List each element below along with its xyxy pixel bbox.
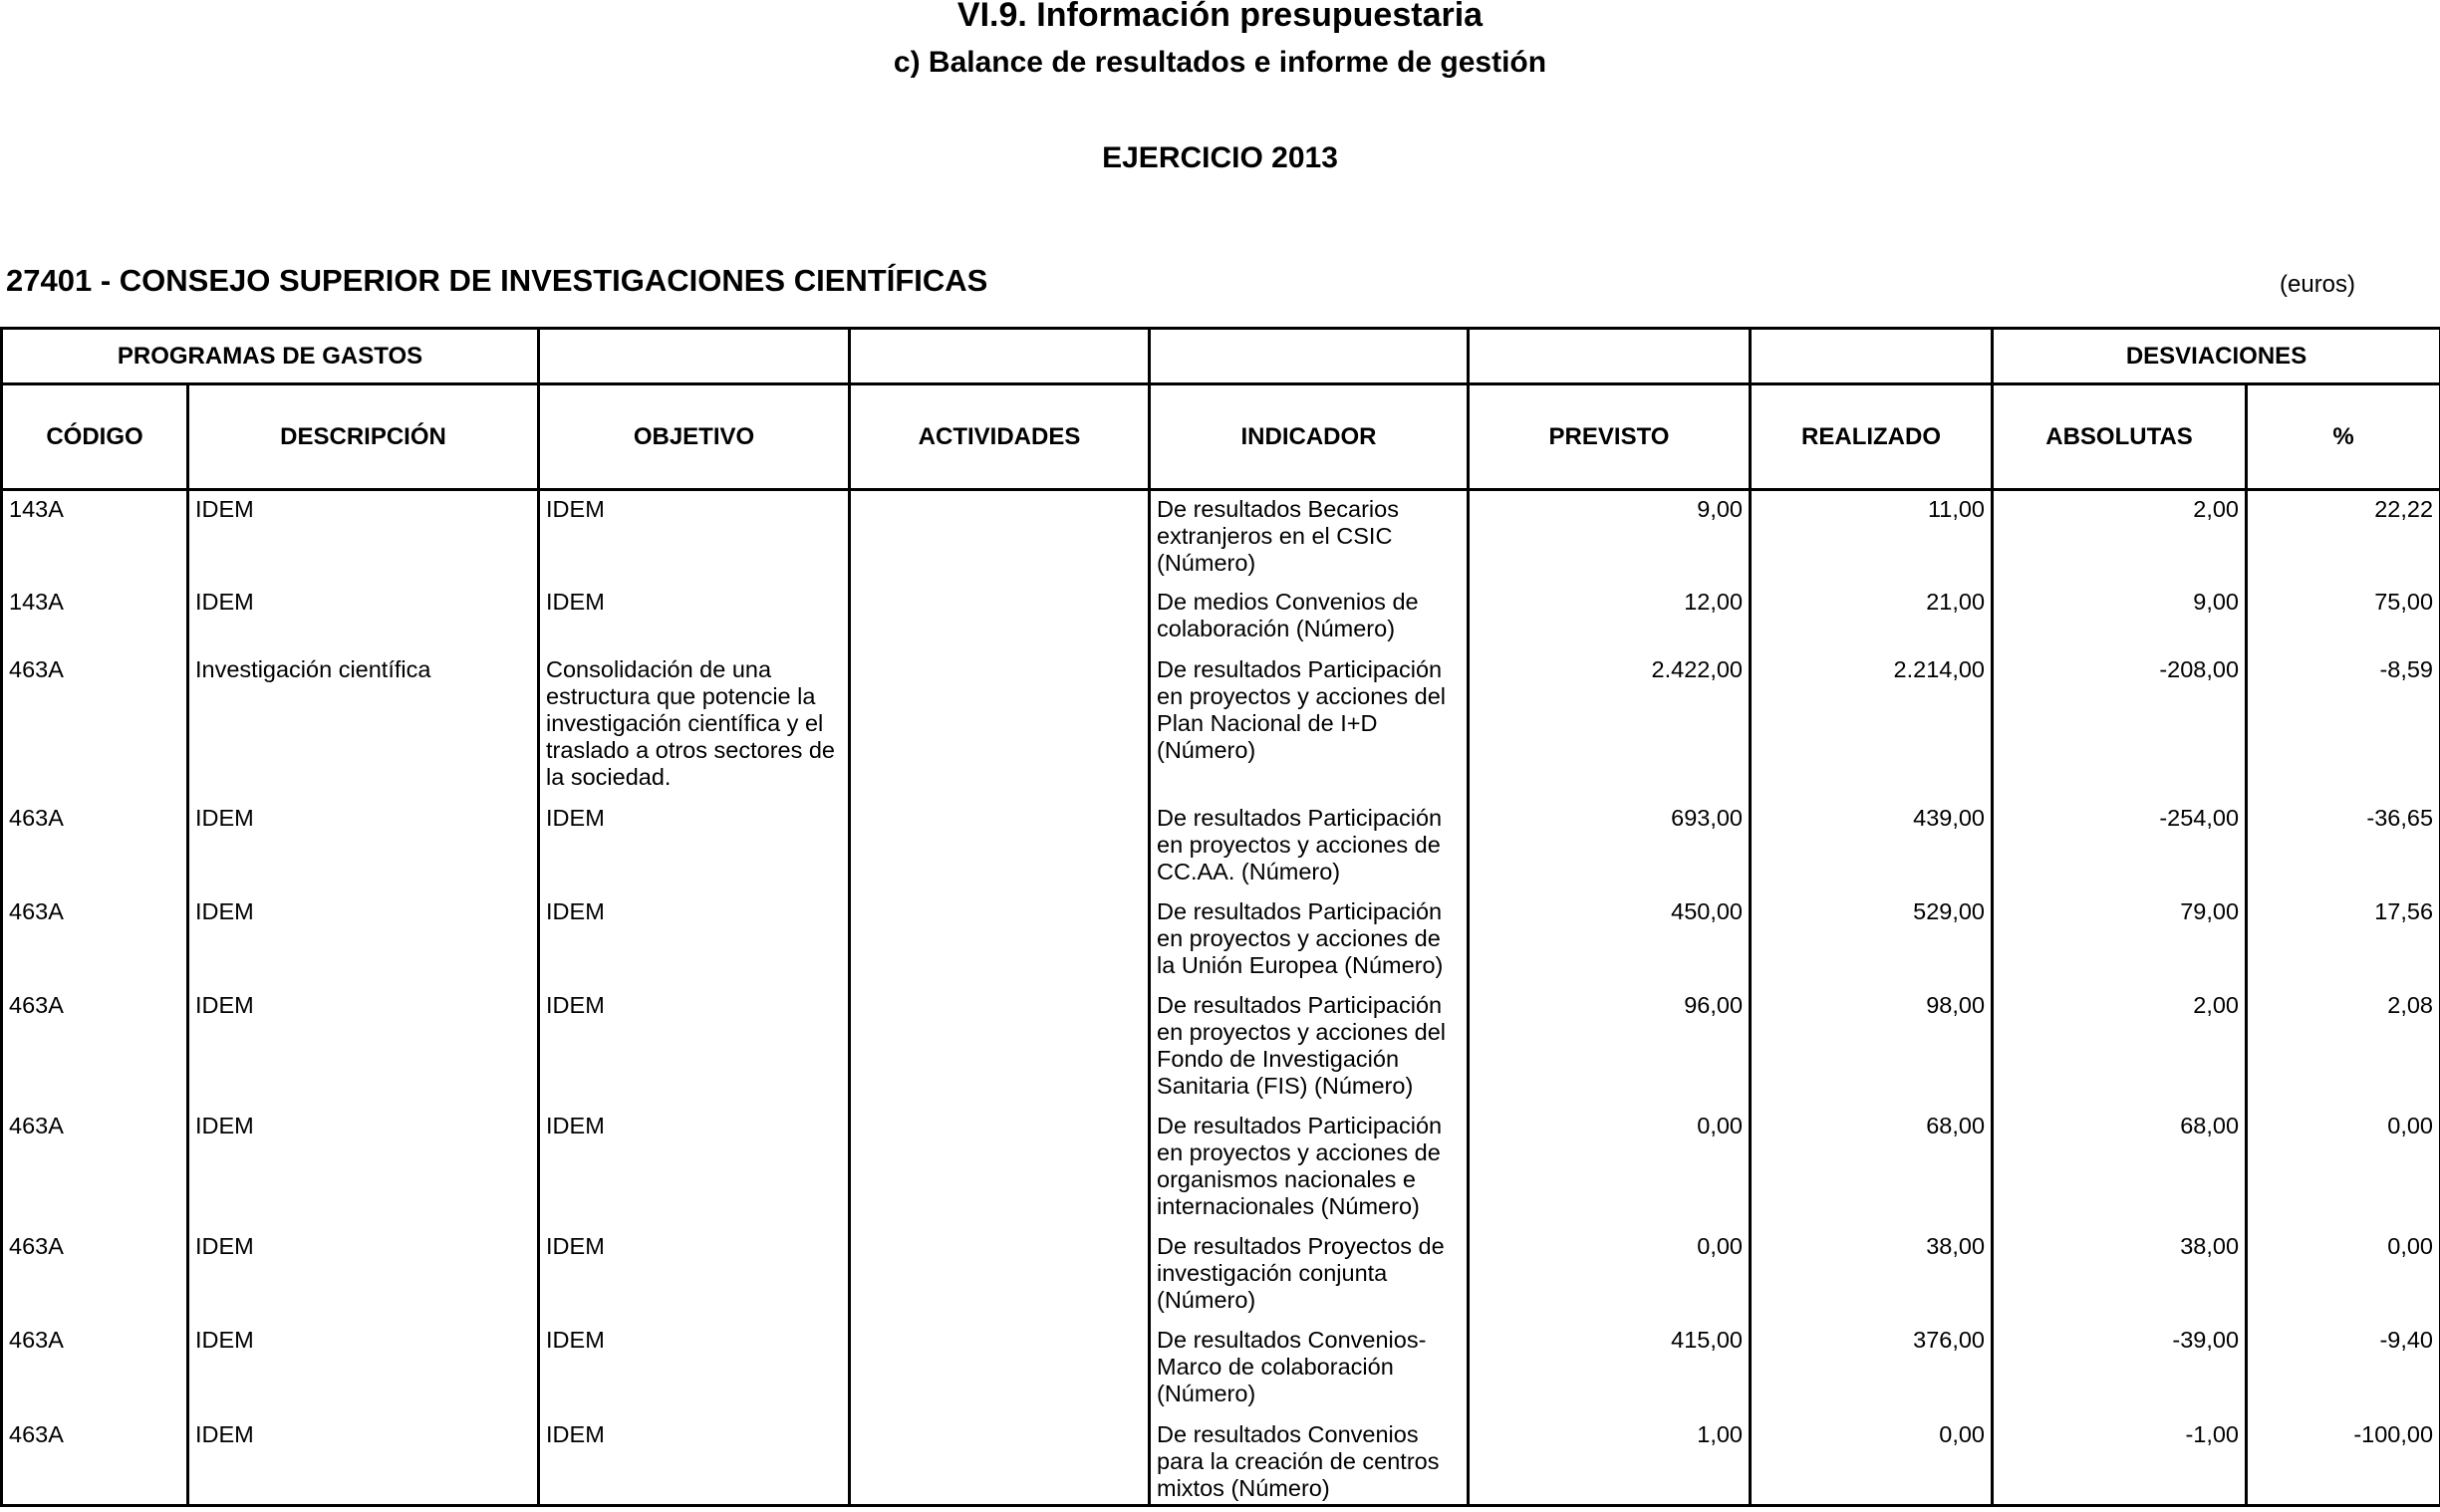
cell-pct: -100,00 [2247,1416,2440,1506]
cell-objetivo: IDEM [539,1416,850,1506]
cell-absolutas: 2,00 [1993,490,2247,584]
column-header-actividades: ACTIVIDADES [850,384,1150,490]
cell-codigo: 463A [2,1228,188,1322]
cell-absolutas: -254,00 [1993,800,2247,893]
cell-codigo: 463A [2,1416,188,1506]
cell-absolutas: -208,00 [1993,651,2247,800]
cell-descripcion: IDEM [188,490,539,584]
table-row [2,987,2440,1108]
cell-actividades [850,1322,1150,1416]
cell-actividades [850,987,1150,1108]
cell-codigo: 463A [2,1108,188,1228]
cell-objetivo: IDEM [539,800,850,893]
cell-codigo: 143A [2,490,188,584]
cell-indicador: De resultados Convenios para la creación de centros mixtos (Número) [1150,1416,1469,1506]
table-row [2,1322,2440,1416]
table-row [2,584,2440,651]
cell-actividades [850,1228,1150,1322]
group-header-programas: PROGRAMAS DE GASTOS [2,329,539,384]
cell-actividades [850,1108,1150,1228]
cell-previsto: 450,00 [1469,893,1751,987]
cell-descripcion: IDEM [188,584,539,651]
cell-descripcion: IDEM [188,893,539,987]
cell-previsto: 2.422,00 [1469,651,1751,800]
cell-objetivo: Consolidación de una estructura que potencie la investigación científica y el traslado a otros sectores de la sociedad. [539,651,850,800]
cell-indicador: De resultados Participación en proyectos y acciones de CC.AA. (Número) [1150,800,1469,893]
cell-absolutas: 68,00 [1993,1108,2247,1228]
cell-absolutas: -39,00 [1993,1322,2247,1416]
column-header-codigo: CÓDIGO [2,384,188,490]
cell-previsto: 1,00 [1469,1416,1751,1506]
table-row [2,893,2440,987]
cell-descripcion: IDEM [188,1228,539,1322]
column-header-pct: % [2247,384,2440,490]
cell-objetivo: IDEM [539,490,850,584]
group-header-empty [1150,329,1469,384]
table-row [2,1416,2440,1506]
cell-indicador: De resultados Participación en proyectos y acciones de organismos nacionales e internacionales (Número) [1150,1108,1469,1228]
cell-pct: -36,65 [2247,800,2440,893]
organism-heading: 27401 - CONSEJO SUPERIOR DE INVESTIGACIONES CIENTÍFICAS [6,263,988,298]
cell-previsto: 9,00 [1469,490,1751,584]
cell-actividades [850,1416,1150,1506]
cell-previsto: 0,00 [1469,1228,1751,1322]
results-table [0,327,2440,1507]
cell-previsto: 12,00 [1469,584,1751,651]
cell-codigo: 463A [2,987,188,1108]
cell-pct: 0,00 [2247,1108,2440,1228]
cell-realizado: 529,00 [1751,893,1993,987]
cell-indicador: De resultados Participación en proyectos y acciones del Plan Nacional de I+D (Número) [1150,651,1469,800]
cell-descripcion: Investigación científica [188,651,539,800]
cell-objetivo: IDEM [539,1322,850,1416]
currency-units: (euros) [2280,271,2356,298]
cell-realizado: 68,00 [1751,1108,1993,1228]
cell-actividades [850,800,1150,893]
cell-descripcion: IDEM [188,987,539,1108]
table-row [2,490,2440,584]
cell-pct: 0,00 [2247,1228,2440,1322]
cell-indicador: De resultados Participación en proyectos y acciones de la Unión Europea (Número) [1150,893,1469,987]
cell-objetivo: IDEM [539,893,850,987]
cell-pct: -9,40 [2247,1322,2440,1416]
cell-pct: -8,59 [2247,651,2440,800]
cell-codigo: 143A [2,584,188,651]
cell-descripcion: IDEM [188,1108,539,1228]
cell-realizado: 11,00 [1751,490,1993,584]
cell-objetivo: IDEM [539,584,850,651]
column-header-descripcion: DESCRIPCIÓN [188,384,539,490]
cell-previsto: 96,00 [1469,987,1751,1108]
column-header-absolutas: ABSOLUTAS [1993,384,2247,490]
group-header-empty [539,329,850,384]
cell-actividades [850,584,1150,651]
cell-descripcion: IDEM [188,800,539,893]
cell-codigo: 463A [2,1322,188,1416]
cell-absolutas: 9,00 [1993,584,2247,651]
page-title: VI.9. Información presupuestaria [956,0,1484,34]
cell-indicador: De resultados Becarios extranjeros en el CSIC (Número) [1150,490,1469,584]
cell-absolutas: 79,00 [1993,893,2247,987]
cell-realizado: 21,00 [1751,584,1993,651]
page-subtitle: c) Balance de resultados e informe de gestión [893,46,1547,79]
cell-previsto: 693,00 [1469,800,1751,893]
cell-absolutas: -1,00 [1993,1416,2247,1506]
group-header-desviaciones: DESVIACIONES [1993,329,2440,384]
cell-actividades [850,651,1150,800]
cell-objetivo: IDEM [539,1108,850,1228]
cell-indicador: De resultados Participación en proyectos y acciones del Fondo de Investigación Sanitaria (FIS) (Número) [1150,987,1469,1108]
cell-indicador: De resultados Proyectos de investigación conjunta (Número) [1150,1228,1469,1322]
cell-realizado: 0,00 [1751,1416,1993,1506]
cell-realizado: 376,00 [1751,1322,1993,1416]
cell-actividades [850,893,1150,987]
cell-descripcion: IDEM [188,1416,539,1506]
cell-objetivo: IDEM [539,987,850,1108]
exercise-year: EJERCICIO 2013 [1102,141,1338,174]
table-row [2,800,2440,893]
cell-actividades [850,490,1150,584]
cell-realizado: 2.214,00 [1751,651,1993,800]
table-row [2,651,2440,800]
cell-absolutas: 2,00 [1993,987,2247,1108]
column-header-objetivo: OBJETIVO [539,384,850,490]
cell-pct: 22,22 [2247,490,2440,584]
cell-descripcion: IDEM [188,1322,539,1416]
cell-previsto: 0,00 [1469,1108,1751,1228]
table-row [2,1108,2440,1228]
cell-realizado: 439,00 [1751,800,1993,893]
column-header-previsto: PREVISTO [1469,384,1751,490]
cell-realizado: 38,00 [1751,1228,1993,1322]
cell-objetivo: IDEM [539,1228,850,1322]
table-row [2,1228,2440,1322]
cell-indicador: De medios Convenios de colaboración (Número) [1150,584,1469,651]
cell-previsto: 415,00 [1469,1322,1751,1416]
cell-codigo: 463A [2,800,188,893]
group-header-empty [850,329,1150,384]
cell-pct: 2,08 [2247,987,2440,1108]
cell-pct: 17,56 [2247,893,2440,987]
cell-codigo: 463A [2,893,188,987]
cell-codigo: 463A [2,651,188,800]
group-header-empty [1469,329,1751,384]
column-header-realizado: REALIZADO [1751,384,1993,490]
cell-realizado: 98,00 [1751,987,1993,1108]
cell-pct: 75,00 [2247,584,2440,651]
column-header-indicador: INDICADOR [1150,384,1469,490]
group-header-empty [1751,329,1993,384]
cell-indicador: De resultados Convenios-Marco de colaboración (Número) [1150,1322,1469,1416]
cell-absolutas: 38,00 [1993,1228,2247,1322]
